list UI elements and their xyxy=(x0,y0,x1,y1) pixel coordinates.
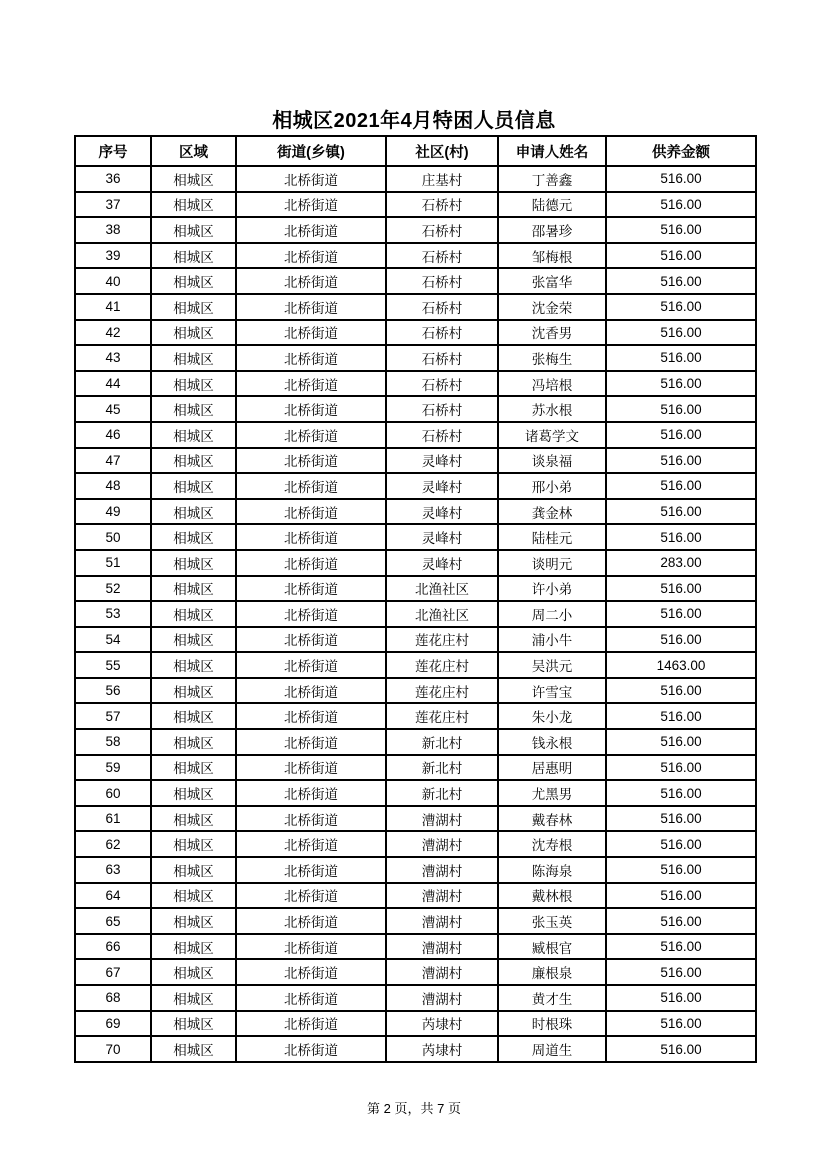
cell-index: 65 xyxy=(75,908,151,934)
cell-applicant: 诸葛学文 xyxy=(498,422,606,448)
table-row xyxy=(75,166,756,192)
cell-community: 芮埭村 xyxy=(386,1011,498,1037)
cell-community: 新北村 xyxy=(386,755,498,781)
cell-applicant: 居惠明 xyxy=(498,755,606,781)
table-body xyxy=(75,166,756,1062)
cell-region: 相城区 xyxy=(151,320,236,346)
table-header xyxy=(75,136,756,166)
cell-community: 莲花庄村 xyxy=(386,627,498,653)
cell-community: 石桥村 xyxy=(386,320,498,346)
cell-amount: 516.00 xyxy=(606,499,756,525)
table-row xyxy=(75,729,756,755)
cell-index: 46 xyxy=(75,422,151,448)
cell-applicant: 周道生 xyxy=(498,1036,606,1062)
cell-street: 北桥街道 xyxy=(236,217,386,243)
table-row xyxy=(75,448,756,474)
table-row xyxy=(75,524,756,550)
cell-applicant: 沈金荣 xyxy=(498,294,606,320)
cell-street: 北桥街道 xyxy=(236,627,386,653)
cell-community: 石桥村 xyxy=(386,422,498,448)
cell-applicant: 张玉英 xyxy=(498,908,606,934)
cell-index: 42 xyxy=(75,320,151,346)
cell-amount: 516.00 xyxy=(606,422,756,448)
cell-region: 相城区 xyxy=(151,371,236,397)
column-header-amount: 供养金额 xyxy=(606,136,756,166)
cell-applicant: 陆德元 xyxy=(498,192,606,218)
cell-region: 相城区 xyxy=(151,729,236,755)
column-header-region: 区域 xyxy=(151,136,236,166)
cell-applicant: 许雪宝 xyxy=(498,678,606,704)
cell-applicant: 苏水根 xyxy=(498,396,606,422)
cell-index: 38 xyxy=(75,217,151,243)
cell-street: 北桥街道 xyxy=(236,524,386,550)
cell-applicant: 张富华 xyxy=(498,268,606,294)
table-row xyxy=(75,345,756,371)
cell-index: 47 xyxy=(75,448,151,474)
cell-amount: 516.00 xyxy=(606,883,756,909)
cell-index: 66 xyxy=(75,934,151,960)
cell-applicant: 吴洪元 xyxy=(498,652,606,678)
table-row xyxy=(75,780,756,806)
cell-street: 北桥街道 xyxy=(236,473,386,499)
cell-region: 相城区 xyxy=(151,294,236,320)
cell-region: 相城区 xyxy=(151,627,236,653)
cell-applicant: 张梅生 xyxy=(498,345,606,371)
cell-region: 相城区 xyxy=(151,268,236,294)
table-row xyxy=(75,320,756,346)
table-row xyxy=(75,268,756,294)
cell-community: 漕湖村 xyxy=(386,857,498,883)
cell-region: 相城区 xyxy=(151,934,236,960)
cell-street: 北桥街道 xyxy=(236,678,386,704)
cell-index: 44 xyxy=(75,371,151,397)
cell-street: 北桥街道 xyxy=(236,243,386,269)
table-row xyxy=(75,294,756,320)
cell-applicant: 许小弟 xyxy=(498,576,606,602)
table-row xyxy=(75,985,756,1011)
cell-index: 40 xyxy=(75,268,151,294)
table-row xyxy=(75,499,756,525)
cell-applicant: 丁善鑫 xyxy=(498,166,606,192)
cell-region: 相城区 xyxy=(151,678,236,704)
table-row xyxy=(75,576,756,602)
table-row xyxy=(75,678,756,704)
cell-street: 北桥街道 xyxy=(236,1036,386,1062)
cell-community: 漕湖村 xyxy=(386,806,498,832)
cell-street: 北桥街道 xyxy=(236,729,386,755)
cell-region: 相城区 xyxy=(151,985,236,1011)
cell-applicant: 廉根泉 xyxy=(498,959,606,985)
cell-region: 相城区 xyxy=(151,192,236,218)
cell-community: 莲花庄村 xyxy=(386,652,498,678)
cell-amount: 516.00 xyxy=(606,908,756,934)
cell-community: 莲花庄村 xyxy=(386,703,498,729)
cell-street: 北桥街道 xyxy=(236,883,386,909)
cell-street: 北桥街道 xyxy=(236,908,386,934)
cell-index: 51 xyxy=(75,550,151,576)
cell-community: 灵峰村 xyxy=(386,499,498,525)
cell-applicant: 浦小牛 xyxy=(498,627,606,653)
cell-index: 37 xyxy=(75,192,151,218)
cell-community: 石桥村 xyxy=(386,217,498,243)
cell-amount: 516.00 xyxy=(606,678,756,704)
cell-applicant: 冯培根 xyxy=(498,371,606,397)
cell-applicant: 邢小弟 xyxy=(498,473,606,499)
cell-community: 灵峰村 xyxy=(386,550,498,576)
cell-street: 北桥街道 xyxy=(236,422,386,448)
table-row xyxy=(75,473,756,499)
cell-street: 北桥街道 xyxy=(236,959,386,985)
cell-region: 相城区 xyxy=(151,524,236,550)
cell-amount: 516.00 xyxy=(606,601,756,627)
cell-community: 石桥村 xyxy=(386,371,498,397)
cell-index: 61 xyxy=(75,806,151,832)
table-row xyxy=(75,1011,756,1037)
cell-amount: 516.00 xyxy=(606,345,756,371)
cell-amount: 516.00 xyxy=(606,831,756,857)
cell-street: 北桥街道 xyxy=(236,396,386,422)
table-row xyxy=(75,934,756,960)
cell-applicant: 龚金林 xyxy=(498,499,606,525)
cell-amount: 516.00 xyxy=(606,320,756,346)
cell-community: 漕湖村 xyxy=(386,934,498,960)
cell-applicant: 时根珠 xyxy=(498,1011,606,1037)
cell-street: 北桥街道 xyxy=(236,857,386,883)
cell-amount: 516.00 xyxy=(606,473,756,499)
cell-amount: 516.00 xyxy=(606,166,756,192)
cell-street: 北桥街道 xyxy=(236,831,386,857)
cell-community: 石桥村 xyxy=(386,243,498,269)
cell-region: 相城区 xyxy=(151,755,236,781)
cell-index: 50 xyxy=(75,524,151,550)
table-row xyxy=(75,806,756,832)
cell-street: 北桥街道 xyxy=(236,985,386,1011)
cell-region: 相城区 xyxy=(151,806,236,832)
cell-index: 63 xyxy=(75,857,151,883)
cell-amount: 516.00 xyxy=(606,755,756,781)
cell-applicant: 尤黑男 xyxy=(498,780,606,806)
cell-community: 漕湖村 xyxy=(386,883,498,909)
cell-applicant: 沈寿根 xyxy=(498,831,606,857)
table-row xyxy=(75,883,756,909)
cell-region: 相城区 xyxy=(151,780,236,806)
cell-community: 莲花庄村 xyxy=(386,678,498,704)
cell-index: 36 xyxy=(75,166,151,192)
cell-index: 64 xyxy=(75,883,151,909)
cell-community: 漕湖村 xyxy=(386,831,498,857)
cell-index: 67 xyxy=(75,959,151,985)
cell-amount: 516.00 xyxy=(606,806,756,832)
cell-region: 相城区 xyxy=(151,448,236,474)
cell-amount: 516.00 xyxy=(606,217,756,243)
cell-applicant: 邹梅根 xyxy=(498,243,606,269)
cell-street: 北桥街道 xyxy=(236,268,386,294)
table-row xyxy=(75,755,756,781)
cell-index: 62 xyxy=(75,831,151,857)
cell-region: 相城区 xyxy=(151,1036,236,1062)
cell-street: 北桥街道 xyxy=(236,780,386,806)
cell-amount: 516.00 xyxy=(606,576,756,602)
cell-street: 北桥街道 xyxy=(236,1011,386,1037)
cell-applicant: 周二小 xyxy=(498,601,606,627)
cell-region: 相城区 xyxy=(151,217,236,243)
cell-index: 39 xyxy=(75,243,151,269)
table-row xyxy=(75,627,756,653)
cell-street: 北桥街道 xyxy=(236,294,386,320)
cell-applicant: 钱永根 xyxy=(498,729,606,755)
table-row xyxy=(75,550,756,576)
cell-applicant: 陆桂元 xyxy=(498,524,606,550)
cell-amount: 1463.00 xyxy=(606,652,756,678)
cell-street: 北桥街道 xyxy=(236,934,386,960)
cell-index: 60 xyxy=(75,780,151,806)
column-header-index: 序号 xyxy=(75,136,151,166)
cell-applicant: 陈海泉 xyxy=(498,857,606,883)
cell-community: 新北村 xyxy=(386,780,498,806)
cell-region: 相城区 xyxy=(151,703,236,729)
cell-street: 北桥街道 xyxy=(236,755,386,781)
cell-street: 北桥街道 xyxy=(236,703,386,729)
cell-street: 北桥街道 xyxy=(236,499,386,525)
cell-community: 石桥村 xyxy=(386,192,498,218)
cell-amount: 516.00 xyxy=(606,729,756,755)
cell-index: 58 xyxy=(75,729,151,755)
cell-community: 芮埭村 xyxy=(386,1036,498,1062)
column-header-community: 社区(村) xyxy=(386,136,498,166)
cell-amount: 516.00 xyxy=(606,985,756,1011)
cell-region: 相城区 xyxy=(151,857,236,883)
table-row xyxy=(75,422,756,448)
cell-region: 相城区 xyxy=(151,422,236,448)
cell-amount: 516.00 xyxy=(606,448,756,474)
table-row xyxy=(75,371,756,397)
cell-amount: 516.00 xyxy=(606,1036,756,1062)
table-row xyxy=(75,831,756,857)
cell-street: 北桥街道 xyxy=(236,652,386,678)
cell-applicant: 朱小龙 xyxy=(498,703,606,729)
cell-amount: 516.00 xyxy=(606,780,756,806)
cell-index: 54 xyxy=(75,627,151,653)
cell-amount: 516.00 xyxy=(606,268,756,294)
cell-street: 北桥街道 xyxy=(236,806,386,832)
cell-street: 北桥街道 xyxy=(236,345,386,371)
cell-region: 相城区 xyxy=(151,243,236,269)
cell-amount: 516.00 xyxy=(606,524,756,550)
cell-amount: 516.00 xyxy=(606,959,756,985)
table-row xyxy=(75,857,756,883)
cell-community: 灵峰村 xyxy=(386,448,498,474)
benefits-table xyxy=(74,135,757,1063)
cell-region: 相城区 xyxy=(151,473,236,499)
page-number: 第 2 页，共 7 页 xyxy=(367,1101,461,1116)
cell-region: 相城区 xyxy=(151,959,236,985)
cell-index: 56 xyxy=(75,678,151,704)
cell-applicant: 臧根官 xyxy=(498,934,606,960)
cell-region: 相城区 xyxy=(151,396,236,422)
table-row xyxy=(75,959,756,985)
cell-region: 相城区 xyxy=(151,601,236,627)
cell-street: 北桥街道 xyxy=(236,371,386,397)
cell-index: 52 xyxy=(75,576,151,602)
cell-amount: 516.00 xyxy=(606,627,756,653)
cell-amount: 516.00 xyxy=(606,857,756,883)
cell-amount: 516.00 xyxy=(606,1011,756,1037)
cell-community: 北渔社区 xyxy=(386,576,498,602)
table-row xyxy=(75,1036,756,1062)
cell-community: 灵峰村 xyxy=(386,473,498,499)
cell-region: 相城区 xyxy=(151,576,236,602)
cell-amount: 516.00 xyxy=(606,192,756,218)
cell-index: 41 xyxy=(75,294,151,320)
cell-index: 48 xyxy=(75,473,151,499)
cell-index: 43 xyxy=(75,345,151,371)
cell-region: 相城区 xyxy=(151,550,236,576)
cell-region: 相城区 xyxy=(151,1011,236,1037)
cell-street: 北桥街道 xyxy=(236,601,386,627)
cell-applicant: 谈明元 xyxy=(498,550,606,576)
table-row xyxy=(75,396,756,422)
table-row xyxy=(75,908,756,934)
cell-amount: 516.00 xyxy=(606,396,756,422)
cell-community: 漕湖村 xyxy=(386,908,498,934)
cell-applicant: 邵暑珍 xyxy=(498,217,606,243)
cell-region: 相城区 xyxy=(151,166,236,192)
header-row xyxy=(75,136,756,166)
cell-region: 相城区 xyxy=(151,883,236,909)
cell-community: 石桥村 xyxy=(386,396,498,422)
column-header-applicant: 申请人姓名 xyxy=(498,136,606,166)
cell-amount: 516.00 xyxy=(606,243,756,269)
cell-community: 石桥村 xyxy=(386,294,498,320)
column-header-street: 街道(乡镇) xyxy=(236,136,386,166)
cell-applicant: 黄才生 xyxy=(498,985,606,1011)
table-row xyxy=(75,243,756,269)
table-row xyxy=(75,703,756,729)
cell-index: 69 xyxy=(75,1011,151,1037)
cell-index: 49 xyxy=(75,499,151,525)
table-row xyxy=(75,217,756,243)
page-title: 相城区2021年4月特困人员信息 xyxy=(272,110,556,132)
cell-index: 59 xyxy=(75,755,151,781)
cell-community: 新北村 xyxy=(386,729,498,755)
cell-street: 北桥街道 xyxy=(236,320,386,346)
table-row xyxy=(75,601,756,627)
cell-applicant: 戴林根 xyxy=(498,883,606,909)
cell-applicant: 戴春林 xyxy=(498,806,606,832)
cell-amount: 516.00 xyxy=(606,371,756,397)
cell-index: 57 xyxy=(75,703,151,729)
cell-street: 北桥街道 xyxy=(236,192,386,218)
cell-community: 石桥村 xyxy=(386,345,498,371)
cell-community: 石桥村 xyxy=(386,268,498,294)
cell-community: 灵峰村 xyxy=(386,524,498,550)
cell-index: 68 xyxy=(75,985,151,1011)
cell-community: 北渔社区 xyxy=(386,601,498,627)
cell-amount: 516.00 xyxy=(606,294,756,320)
cell-amount: 516.00 xyxy=(606,934,756,960)
cell-street: 北桥街道 xyxy=(236,166,386,192)
cell-applicant: 沈香男 xyxy=(498,320,606,346)
cell-amount: 516.00 xyxy=(606,703,756,729)
table-row xyxy=(75,652,756,678)
cell-region: 相城区 xyxy=(151,499,236,525)
cell-region: 相城区 xyxy=(151,908,236,934)
cell-region: 相城区 xyxy=(151,831,236,857)
cell-amount: 283.00 xyxy=(606,550,756,576)
cell-street: 北桥街道 xyxy=(236,576,386,602)
cell-street: 北桥街道 xyxy=(236,550,386,576)
table-row xyxy=(75,192,756,218)
cell-index: 55 xyxy=(75,652,151,678)
cell-index: 53 xyxy=(75,601,151,627)
cell-applicant: 谈泉福 xyxy=(498,448,606,474)
cell-street: 北桥街道 xyxy=(236,448,386,474)
cell-index: 70 xyxy=(75,1036,151,1062)
cell-region: 相城区 xyxy=(151,345,236,371)
cell-community: 庄基村 xyxy=(386,166,498,192)
cell-community: 漕湖村 xyxy=(386,985,498,1011)
cell-index: 45 xyxy=(75,396,151,422)
cell-community: 漕湖村 xyxy=(386,959,498,985)
cell-region: 相城区 xyxy=(151,652,236,678)
